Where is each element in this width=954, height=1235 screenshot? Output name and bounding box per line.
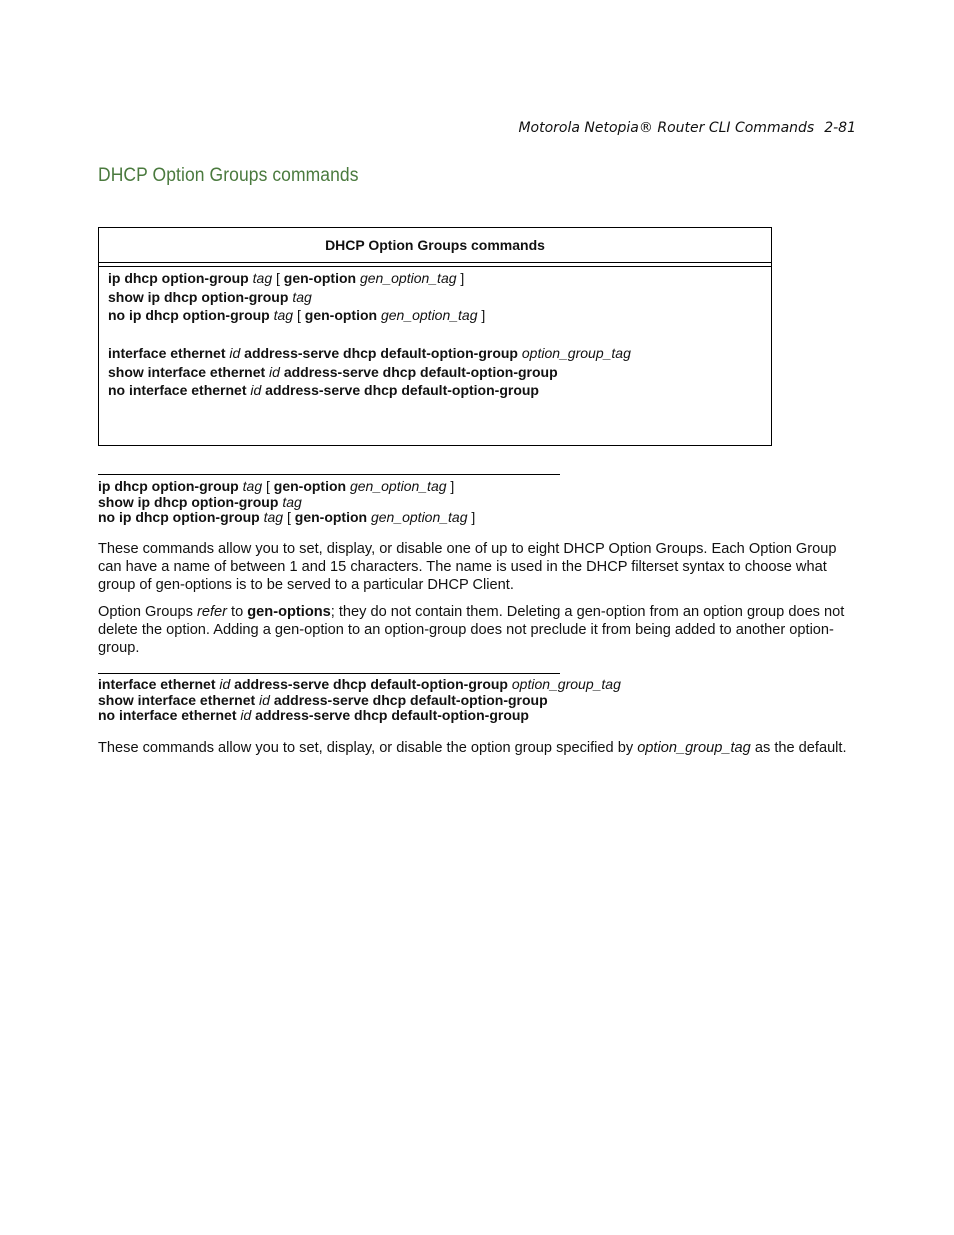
command-keyword: no ip dhcp option-group [108,307,270,324]
command-keyword: address-serve dhcp default-option-group [273,691,548,708]
command-keyword: gen-option [304,307,378,324]
syntax-line [98,495,475,511]
command-keyword: address-serve dhcp default-option-group [283,363,558,380]
table-row [108,344,771,363]
command-keyword: no ip dhcp option-group [98,509,260,526]
command-keyword: interface ethernet [98,676,216,692]
syntax-block [98,479,475,526]
command-argument: gen_option_tag [349,478,447,494]
command-argument: gen_option_tag [359,270,457,286]
table-row [108,306,771,325]
emphasis-text: option_group_tag [637,740,751,756]
description-paragraph [98,603,858,657]
text-run: Option Groups [98,604,197,620]
section-rule [98,474,560,475]
table-spacer [108,325,771,344]
command-keyword: show interface ethernet [98,691,256,708]
command-summary-table [98,227,772,446]
syntax-line [98,693,621,709]
command-keyword: gen-option [273,478,347,494]
text-run: as the default. [750,740,847,756]
command-argument: id [269,363,280,380]
command-keyword: ip dhcp option-group [108,270,249,286]
table-row [108,381,771,400]
bracket-open: [ [293,307,305,324]
running-title: Motorola Netopia® Router CLI Commands [518,120,815,136]
command-keyword: show interface ethernet [108,363,266,380]
page-number: 2-81 [824,120,856,136]
command-argument: option_group_tag [521,344,631,361]
command-argument: id [219,676,231,692]
bracket-close: ] [477,307,486,324]
syntax-line [98,510,475,526]
command-keyword: no interface ethernet [108,382,247,399]
command-keyword: no interface ethernet [98,707,237,724]
command-keyword: gen-option [283,270,357,286]
command-argument: id [240,707,252,724]
table-row [108,269,771,288]
syntax-line [98,479,475,495]
table-row [108,288,771,307]
bracket-close: ] [456,270,465,286]
command-argument: gen_option_tag [370,509,468,526]
table-row [108,363,771,382]
text-run: to [226,604,248,620]
command-argument: tag [282,493,302,510]
command-keyword: show ip dhcp option-group [98,493,279,510]
command-keyword: ip dhcp option-group [98,478,239,494]
command-argument: tag [273,307,294,324]
command-keyword: gen-option [294,509,368,526]
syntax-line [98,708,621,724]
text-run: ; they do not contain them. Deleting a gen-option from an option group does not delete the option. Adding a gen-option to an option-group does not preclude it from being added to another option-group. [98,604,845,656]
command-argument: id [250,382,262,399]
command-argument: id [229,344,241,361]
description-paragraph: These commands allow you to set, display, or disable one of up to eight DHCP Option Groups. Each Option Group can have a name of between 1 and 15 characters. The name is used in the DHCP filterset syntax to choose what group of gen-options is to be served to a particular DHCP Client. [98,541,837,593]
table-heading: DHCP Option Groups commands [99,228,771,263]
bracket-close: ] [467,509,476,526]
keyword-text: gen-options [247,604,331,620]
command-keyword: address-serve dhcp default-option-group [265,382,539,399]
command-keyword: address-serve dhcp default-option-group [244,344,518,361]
command-argument: gen_option_tag [380,307,478,324]
bracket-open: [ [272,270,284,286]
command-keyword: address-serve dhcp default-option-group [255,707,529,724]
description-paragraph [98,739,858,757]
syntax-block [98,677,621,724]
command-keyword: interface ethernet [108,344,226,361]
command-argument: tag [242,478,263,494]
command-argument: id [259,691,270,708]
running-header [518,120,856,136]
command-argument: tag [263,509,284,526]
bracket-open: [ [283,509,295,526]
command-keyword: address-serve dhcp default-option-group [234,676,508,692]
syntax-line [98,677,621,693]
bracket-open: [ [262,478,274,494]
emphasis-text: refer [196,604,227,620]
section-rule [98,673,560,674]
section-title: DHCP Option Groups commands [98,165,359,186]
text-run: These commands allow you to set, display, or disable the option group specified by [98,740,638,756]
bracket-close: ] [446,478,455,494]
command-argument: tag [252,270,273,286]
command-keyword: show ip dhcp option-group [108,288,289,305]
command-argument: tag [292,288,312,305]
table-body [99,267,771,400]
command-argument: option_group_tag [511,676,621,692]
